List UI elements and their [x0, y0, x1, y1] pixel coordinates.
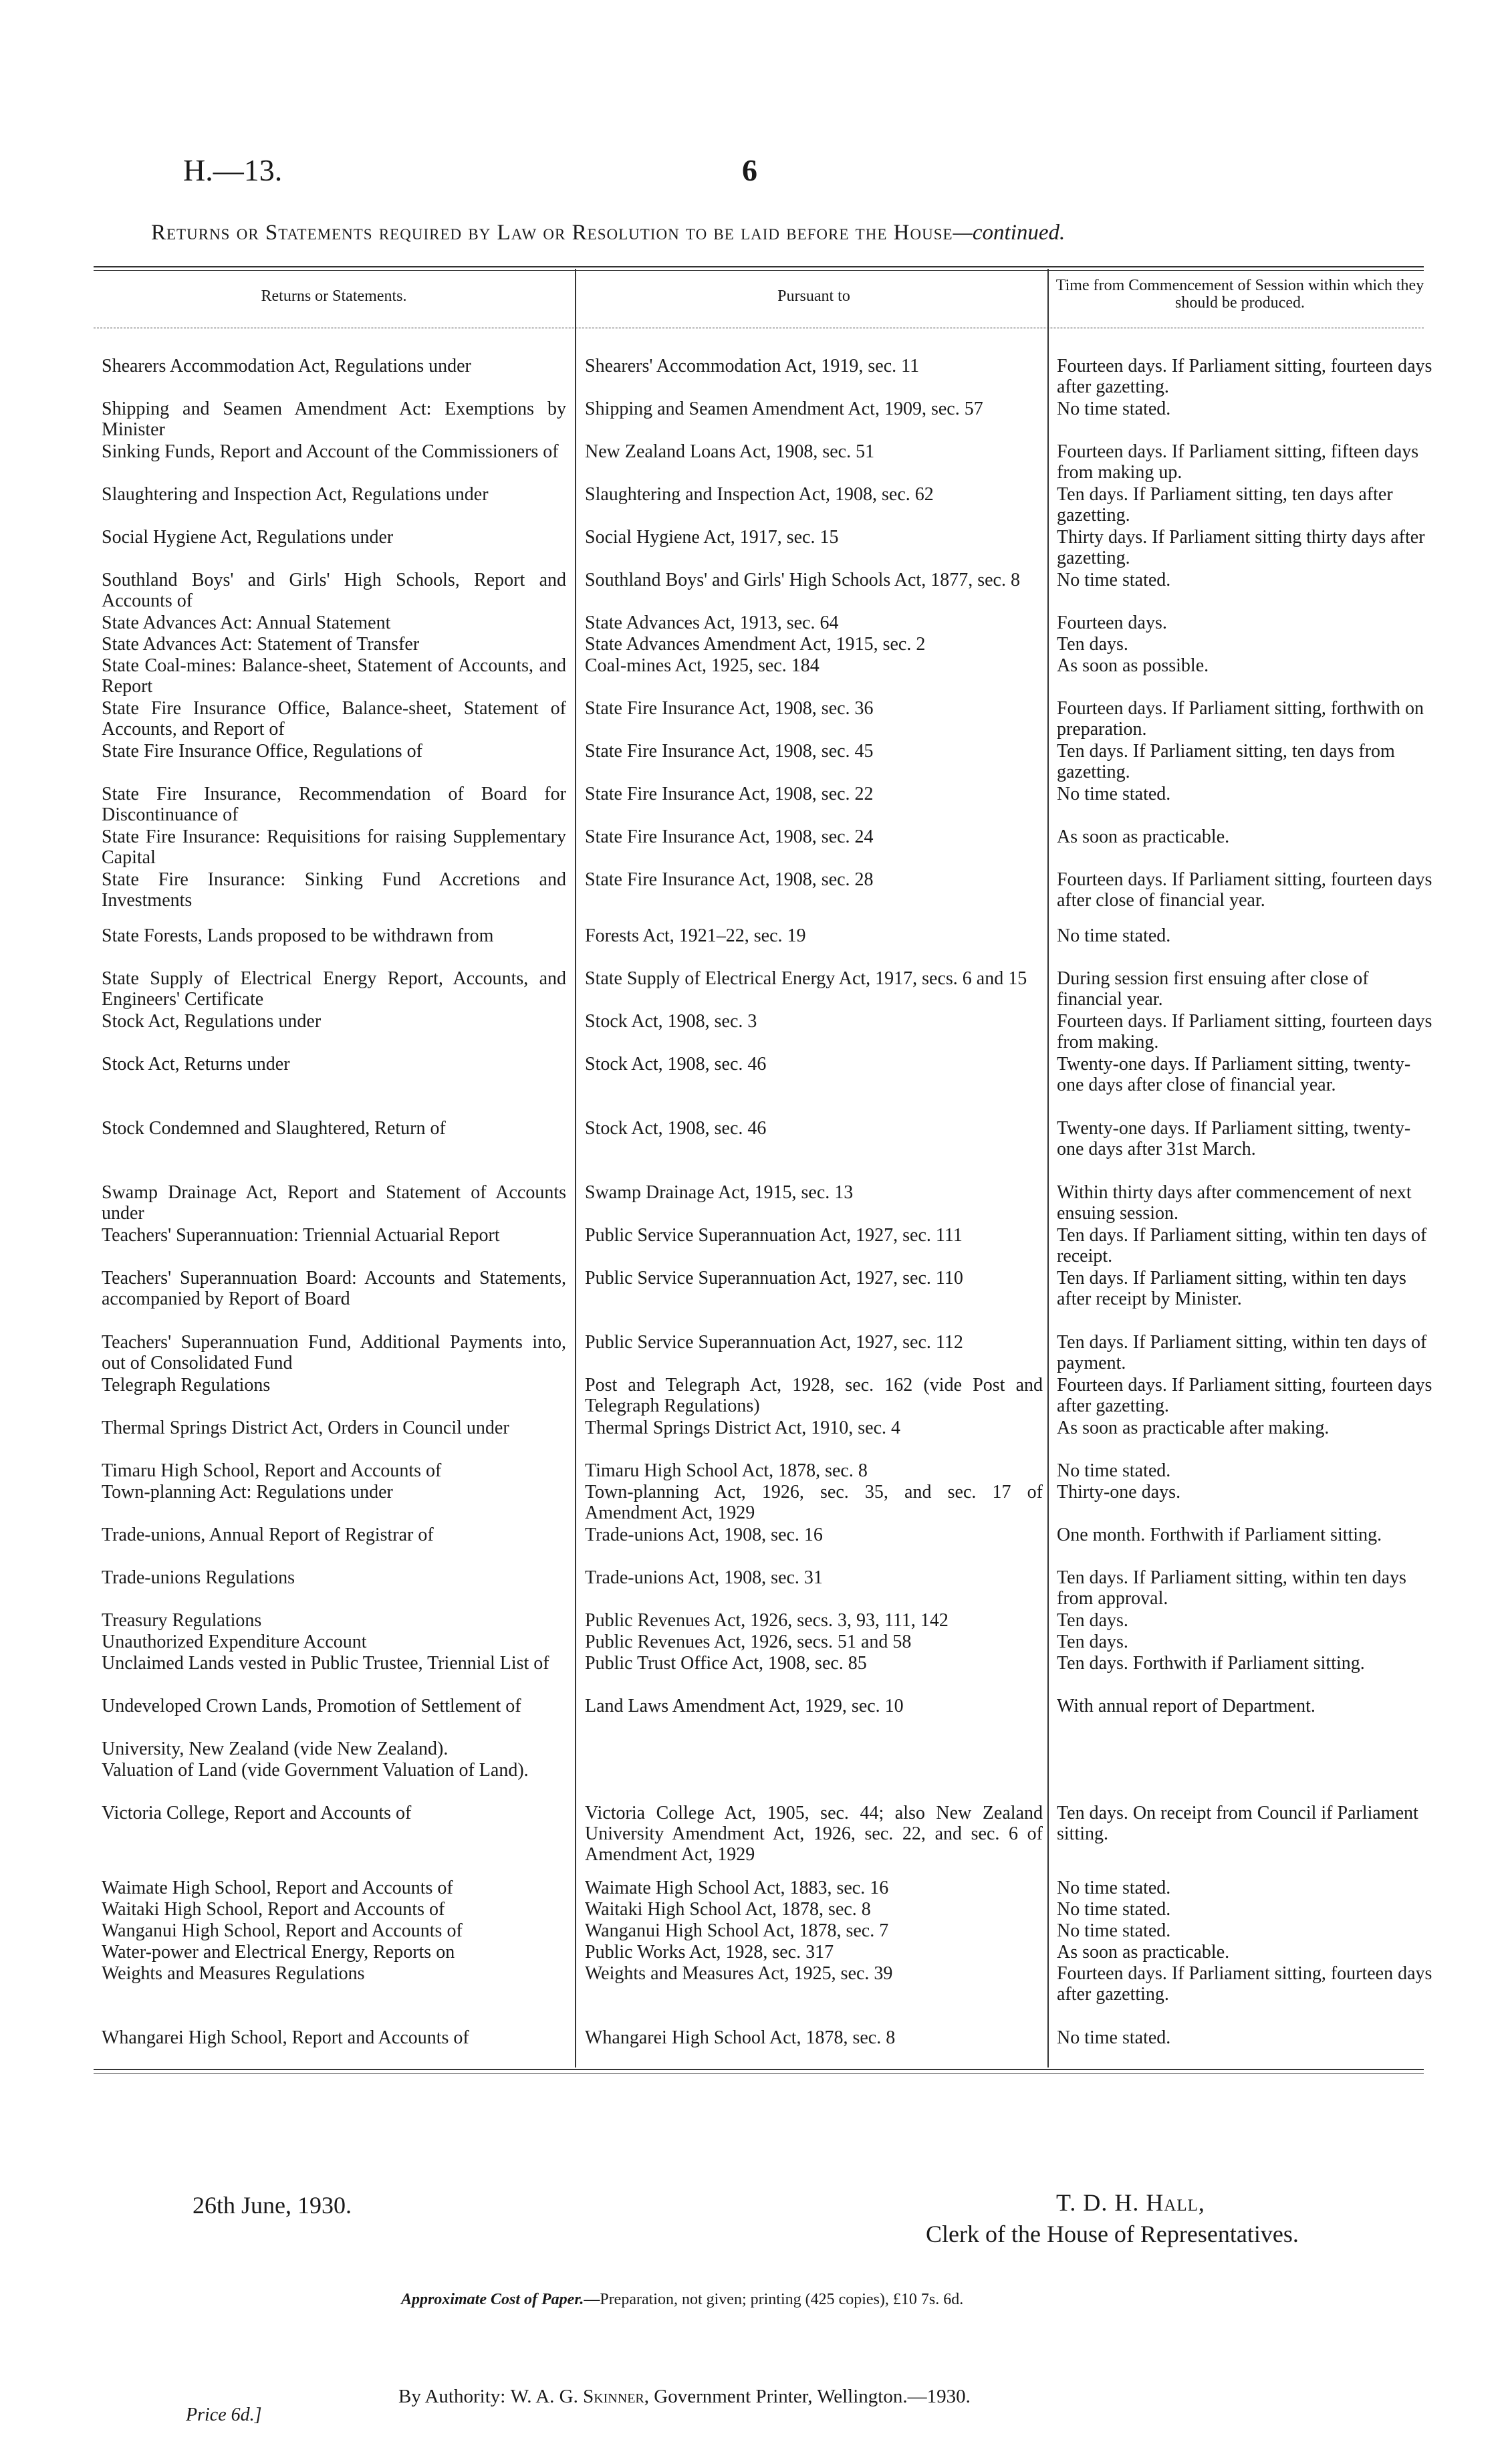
returns-cell: Victoria College, Report and Accounts of — [102, 1803, 412, 1823]
pursuant-cell: Shearers' Accommodation Act, 1919, sec. 11 — [585, 356, 920, 376]
returns-cell: State Supply of Electrical Energy Report, Accounts, and Engineers' Certificate — [102, 968, 566, 1010]
time-cell: No time stated. — [1057, 1920, 1171, 1941]
returns-cell: Social Hygiene Act, Regulations under — [102, 527, 394, 548]
authority-line: By Authority: W. A. G. Skinner, Government Printer, Wellington.—1930. — [398, 2386, 971, 2407]
pursuant-cell: Stock Act, 1908, sec. 46 — [585, 1118, 767, 1139]
time-cell: As soon as practicable. — [1057, 1942, 1230, 1963]
page-number: 6 — [742, 153, 757, 187]
cost-note: Approximate Cost of Paper.—Preparation, not given; printing (425 copies), £10 7s. 6d. — [401, 2291, 964, 2308]
returns-cell: Wanganui High School, Report and Accounts of — [102, 1920, 463, 1941]
pursuant-cell: Trade-unions Act, 1908, sec. 16 — [585, 1525, 823, 1545]
signature-date: 26th June, 1930. — [193, 2192, 352, 2219]
returns-cell: Timaru High School, Report and Accounts of — [102, 1460, 442, 1481]
returns-cell: Whangarei High School, Report and Accounts of — [102, 2027, 469, 2048]
returns-cell: Slaughtering and Inspection Act, Regulations under — [102, 484, 489, 505]
pursuant-cell: Whangarei High School Act, 1878, sec. 8 — [585, 2027, 896, 2048]
column-header-pursuant: Pursuant to — [777, 288, 850, 305]
pursuant-cell: Coal-mines Act, 1925, sec. 184 — [585, 655, 820, 676]
pursuant-cell: Post and Telegraph Act, 1928, sec. 162 (vide Post and Telegraph Regulations) — [585, 1375, 1043, 1416]
time-cell: No time stated. — [1057, 1878, 1171, 1898]
time-cell: Ten days. If Parliament sitting, within ten days from approval. — [1057, 1567, 1406, 1609]
time-cell: Ten days. If Parliament sitting, ten days after gazetting. — [1057, 484, 1393, 526]
time-cell: No time stated. — [1057, 1460, 1171, 1481]
time-cell: Fourteen days. If Parliament sitting, fifteen days from making up. — [1057, 441, 1419, 483]
time-cell: Fourteen days. If Parliament sitting, fourteen days after gazetting. — [1057, 356, 1432, 397]
pursuant-cell: State Advances Amendment Act, 1915, sec. 2 — [585, 634, 926, 655]
returns-cell: Swamp Drainage Act, Report and Statement of Accounts under — [102, 1182, 566, 1224]
returns-cell: State Coal-mines: Balance-sheet, Statement of Accounts, and Report — [102, 655, 566, 697]
time-cell: Within thirty days after commencement of next ensuing session. — [1057, 1182, 1412, 1224]
pursuant-cell: State Fire Insurance Act, 1908, sec. 36 — [585, 698, 874, 719]
time-cell: No time stated. — [1057, 570, 1171, 590]
pursuant-cell: Waimate High School Act, 1883, sec. 16 — [585, 1878, 889, 1898]
pursuant-cell: Town-planning Act, 1926, sec. 35, and sec. 17 of Amendment Act, 1929 — [585, 1482, 1043, 1523]
column-divider-2 — [1047, 269, 1049, 2067]
returns-cell: Waimate High School, Report and Accounts of — [102, 1878, 453, 1898]
pursuant-cell: State Advances Act, 1913, sec. 64 — [585, 612, 839, 633]
returns-cell: Town-planning Act: Regulations under — [102, 1482, 393, 1502]
column-header-time: Time from Commencement of Session within which they should be produced. — [1055, 277, 1424, 312]
returns-cell: State Fire Insurance, Recommendation of Board for Discontinuance of — [102, 784, 566, 825]
pursuant-cell: Wanganui High School Act, 1878, sec. 7 — [585, 1920, 889, 1941]
time-cell: Thirty days. If Parliament sitting thirty days after gazetting. — [1057, 527, 1425, 568]
returns-cell: State Fire Insurance Office, Regulations of — [102, 741, 423, 762]
pursuant-cell: Victoria College Act, 1905, sec. 44; also New Zealand University Amendment Act, 1926, sec. 22, and sec. 6 of Amendment Act, 1929 — [585, 1803, 1043, 1865]
page-title: Returns or Statements required by Law or Resolution to be laid before the House—continued. — [151, 221, 1065, 245]
returns-cell: Trade-unions, Annual Report of Registrar of — [102, 1525, 434, 1545]
pursuant-cell: Stock Act, 1908, sec. 46 — [585, 1054, 767, 1075]
time-cell: Twenty-one days. If Parliament sitting, twenty-one days after close of financial year. — [1057, 1054, 1411, 1095]
returns-cell: Undeveloped Crown Lands, Promotion of Settlement of — [102, 1696, 521, 1716]
returns-cell: State Advances Act: Annual Statement — [102, 612, 391, 633]
table-top-rule — [94, 266, 1424, 267]
pursuant-cell: Shipping and Seamen Amendment Act, 1909, sec. 57 — [585, 399, 983, 419]
time-cell: No time stated. — [1057, 399, 1171, 419]
time-cell: No time stated. — [1057, 784, 1171, 804]
returns-cell: State Fire Insurance: Sinking Fund Accretions and Investments — [102, 869, 566, 911]
pursuant-cell: Trade-unions Act, 1908, sec. 31 — [585, 1567, 823, 1588]
time-cell: Ten days. If Parliament sitting, within ten days of receipt. — [1057, 1225, 1427, 1266]
returns-cell: Trade-unions Regulations — [102, 1567, 295, 1588]
time-cell: No time stated. — [1057, 2027, 1171, 2048]
pursuant-cell: New Zealand Loans Act, 1908, sec. 51 — [585, 441, 875, 462]
time-cell: Ten days. — [1057, 634, 1128, 655]
returns-cell: Unclaimed Lands vested in Public Trustee, Triennial List of — [102, 1653, 549, 1674]
pursuant-cell: Waitaki High School Act, 1878, sec. 8 — [585, 1899, 871, 1920]
column-divider-1 — [575, 269, 576, 2067]
returns-cell: Valuation of Land (vide Government Valuation of Land). — [102, 1760, 529, 1781]
returns-cell: State Advances Act: Statement of Transfer — [102, 634, 420, 655]
returns-cell: Stock Act, Regulations under — [102, 1011, 322, 1032]
time-cell: As soon as practicable. — [1057, 826, 1230, 847]
time-cell: Ten days. If Parliament sitting, within ten days after receipt by Minister. — [1057, 1268, 1406, 1309]
pursuant-cell: Forests Act, 1921–22, sec. 19 — [585, 925, 806, 946]
time-cell: Fourteen days. If Parliament sitting, fourteen days from making. — [1057, 1011, 1432, 1052]
time-cell: Thirty-one days. — [1057, 1482, 1181, 1502]
pursuant-cell: Southland Boys' and Girls' High Schools Act, 1877, sec. 8 — [585, 570, 1020, 590]
pursuant-cell: State Fire Insurance Act, 1908, sec. 22 — [585, 784, 874, 804]
time-cell: Ten days. If Parliament sitting, within ten days of payment. — [1057, 1332, 1427, 1373]
pursuant-cell: Land Laws Amendment Act, 1929, sec. 10 — [585, 1696, 904, 1716]
table-top-rule-2 — [94, 270, 1424, 271]
returns-cell: Teachers' Superannuation Fund, Additional Payments into, out of Consolidated Fund — [102, 1332, 566, 1373]
pursuant-cell: Weights and Measures Act, 1925, sec. 39 — [585, 1963, 893, 1984]
pursuant-cell: Swamp Drainage Act, 1915, sec. 13 — [585, 1182, 854, 1203]
pursuant-cell: Public Service Superannuation Act, 1927, sec. 111 — [585, 1225, 963, 1246]
pursuant-cell: Public Trust Office Act, 1908, sec. 85 — [585, 1653, 867, 1674]
time-cell: Ten days. Forthwith if Parliament sitting. — [1057, 1653, 1365, 1674]
returns-cell: State Fire Insurance Office, Balance-sheet, Statement of Accounts, and Report of — [102, 698, 566, 740]
pursuant-cell: Timaru High School Act, 1878, sec. 8 — [585, 1460, 868, 1481]
pursuant-cell: State Fire Insurance Act, 1908, sec. 24 — [585, 826, 874, 847]
time-cell: Ten days. On receipt from Council if Parliament sitting. — [1057, 1803, 1418, 1844]
pursuant-cell: Public Works Act, 1928, sec. 317 — [585, 1942, 834, 1963]
returns-cell: Teachers' Superannuation: Triennial Actuarial Report — [102, 1225, 500, 1246]
pursuant-cell: Public Revenues Act, 1926, secs. 51 and 58 — [585, 1632, 912, 1652]
time-cell: One month. Forthwith if Parliament sitting. — [1057, 1525, 1382, 1545]
time-cell: With annual report of Department. — [1057, 1696, 1315, 1716]
returns-cell: Water-power and Electrical Energy, Reports on — [102, 1942, 455, 1963]
pursuant-cell: Public Revenues Act, 1926, secs. 3, 93, 111, 142 — [585, 1610, 949, 1631]
time-cell: No time stated. — [1057, 1899, 1171, 1920]
time-cell: Fourteen days. If Parliament sitting, fourteen days after close of financial year. — [1057, 869, 1432, 911]
returns-cell: Teachers' Superannuation Board: Accounts and Statements, accompanied by Report of Board — [102, 1268, 566, 1309]
time-cell: Fourteen days. — [1057, 612, 1167, 633]
returns-cell: Telegraph Regulations — [102, 1375, 271, 1395]
table-bottom-rule-2 — [94, 2073, 1424, 2074]
pursuant-cell: State Fire Insurance Act, 1908, sec. 28 — [585, 869, 874, 890]
time-cell: Fourteen days. If Parliament sitting, fourteen days after gazetting. — [1057, 1963, 1432, 2005]
time-cell: Ten days. — [1057, 1610, 1128, 1631]
pursuant-cell: Stock Act, 1908, sec. 3 — [585, 1011, 757, 1032]
returns-cell: Stock Act, Returns under — [102, 1054, 290, 1075]
returns-cell: Shearers Accommodation Act, Regulations under — [102, 356, 471, 376]
pursuant-cell: Public Service Superannuation Act, 1927, sec. 112 — [585, 1332, 963, 1353]
returns-cell: Shipping and Seamen Amendment Act: Exemptions by Minister — [102, 399, 566, 440]
price-note: Price 6d.] — [186, 2404, 262, 2425]
time-cell: Fourteen days. If Parliament sitting, fourteen days after gazetting. — [1057, 1375, 1432, 1416]
column-header-returns: Returns or Statements. — [261, 288, 407, 305]
returns-cell: Unauthorized Expenditure Account — [102, 1632, 367, 1652]
returns-cell: Waitaki High School, Report and Accounts of — [102, 1899, 445, 1920]
returns-cell: Southland Boys' and Girls' High Schools, Report and Accounts of — [102, 570, 566, 611]
time-cell: Fourteen days. If Parliament sitting, forthwith on preparation. — [1057, 698, 1424, 740]
returns-cell: Stock Condemned and Slaughtered, Return of — [102, 1118, 446, 1139]
pursuant-cell: State Fire Insurance Act, 1908, sec. 45 — [585, 741, 874, 762]
pursuant-cell: Thermal Springs District Act, 1910, sec. 4 — [585, 1418, 901, 1438]
time-cell: As soon as possible. — [1057, 655, 1209, 676]
returns-cell: Weights and Measures Regulations — [102, 1963, 365, 1984]
returns-cell: State Forests, Lands proposed to be withdrawn from — [102, 925, 494, 946]
time-cell: Ten days. — [1057, 1632, 1128, 1652]
pursuant-cell: Public Service Superannuation Act, 1927, sec. 110 — [585, 1268, 963, 1289]
time-cell: No time stated. — [1057, 925, 1171, 946]
pursuant-cell: Social Hygiene Act, 1917, sec. 15 — [585, 527, 839, 548]
time-cell: As soon as practicable after making. — [1057, 1418, 1330, 1438]
signature-name: T. D. H. Hall, — [1056, 2189, 1205, 2216]
time-cell: During session first ensuing after close of financial year. — [1057, 968, 1369, 1010]
time-cell: Twenty-one days. If Parliament sitting, twenty-one days after 31st March. — [1057, 1118, 1411, 1159]
pursuant-cell: State Supply of Electrical Energy Act, 1917, secs. 6 and 15 — [585, 968, 1027, 989]
returns-cell: University, New Zealand (vide New Zealand). — [102, 1739, 449, 1759]
returns-cell: State Fire Insurance: Requisitions for raising Supplementary Capital — [102, 826, 566, 868]
table-bottom-rule — [94, 2069, 1424, 2070]
header-ref: H.—13. — [183, 153, 283, 187]
time-cell: Ten days. If Parliament sitting, ten days from gazetting. — [1057, 741, 1395, 782]
returns-cell: Treasury Regulations — [102, 1610, 262, 1631]
returns-cell: Thermal Springs District Act, Orders in Council under — [102, 1418, 509, 1438]
signature-title: Clerk of the House of Representatives. — [926, 2221, 1299, 2247]
returns-cell: Sinking Funds, Report and Account of the Commissioners of — [102, 441, 559, 462]
pursuant-cell: Slaughtering and Inspection Act, 1908, sec. 62 — [585, 484, 934, 505]
